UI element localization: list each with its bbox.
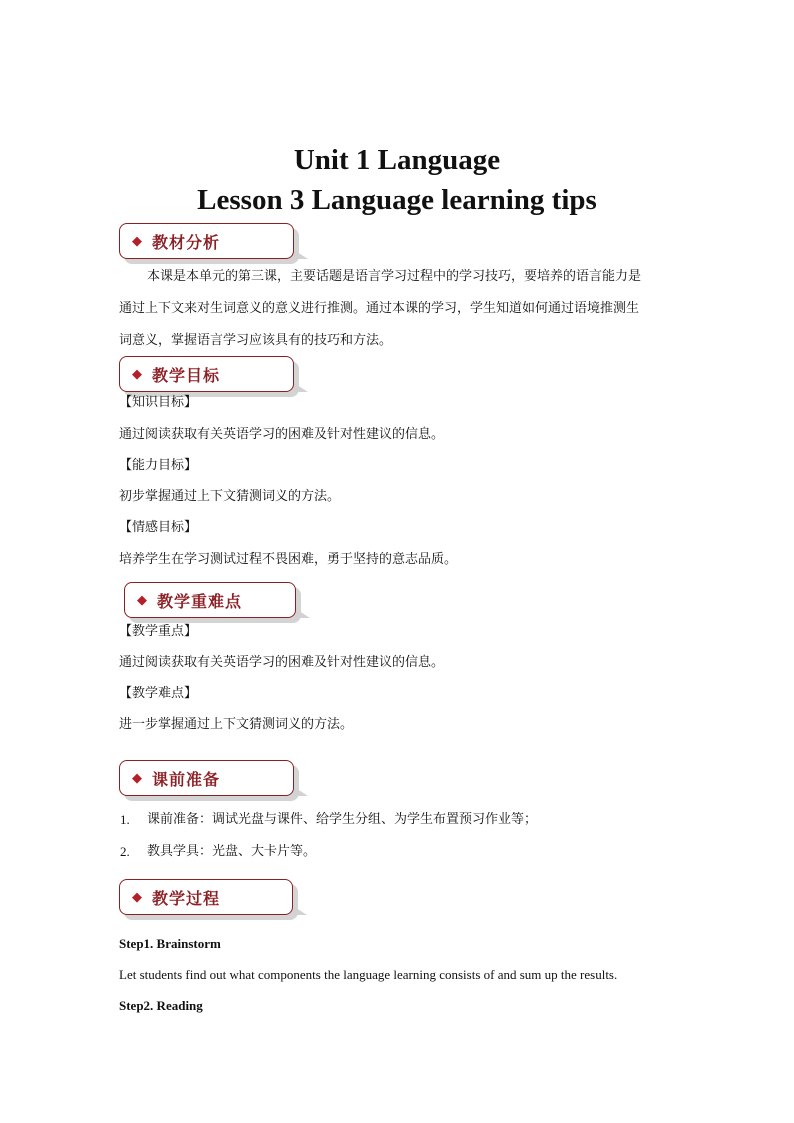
section-header-process [119, 879, 293, 915]
diamond-bullet-icon: ◆ [132, 770, 142, 786]
section-label: 教学目标 [152, 365, 221, 385]
teaching-difficulty-label: 【教学难点】 [119, 686, 198, 701]
section-label: 教学重难点 [157, 591, 243, 611]
step1-title: Step1. Brainstorm [119, 936, 221, 951]
diamond-bullet-icon: ◆ [132, 889, 142, 905]
section-label: 教材分析 [152, 232, 221, 252]
header-tail-decoration [294, 787, 308, 796]
section-label: 教学过程 [152, 888, 221, 908]
ability-objective-label: 【能力目标】 [119, 458, 198, 473]
section-header-key-points [124, 582, 296, 618]
unit-title: Unit 1 Language [293, 144, 501, 176]
diamond-bullet-icon: ◆ [137, 592, 147, 608]
teaching-focus-text: 通过阅读获取有关英语学习的困难及针对性建议的信息。 [119, 655, 445, 670]
header-tail-decoration [294, 383, 308, 392]
preparation-item-2: 教具学具：光盘、大卡片等。 [147, 844, 317, 859]
section-header-analysis [119, 223, 294, 259]
header-tail-decoration [296, 609, 310, 618]
preparation-item-1: 课前准备：调试光盘与课件、给学生分组、为学生布置预习作业等； [147, 812, 538, 827]
knowledge-objective-text: 通过阅读获取有关英语学习的困难及针对性建议的信息。 [119, 427, 445, 442]
lesson-title: Lesson 3 Language learning tips [197, 184, 597, 216]
teaching-difficulty-text: 进一步掌握通过上下文猜测词义的方法。 [119, 717, 354, 732]
knowledge-objective-label: 【知识目标】 [119, 395, 198, 410]
ability-objective-text: 初步掌握通过上下文猜测词义的方法。 [119, 489, 341, 504]
header-tail-decoration [293, 906, 307, 915]
diamond-bullet-icon: ◆ [132, 233, 142, 249]
analysis-line-3: 词意义，掌握语言学习应该具有的技巧和方法。 [119, 333, 393, 348]
section-header-objectives [119, 356, 294, 392]
list-item-number: 1. [120, 812, 130, 827]
header-tail-decoration [294, 250, 308, 259]
emotion-objective-text: 培养学生在学习测试过程不畏困难，勇于坚持的意志品质。 [119, 552, 458, 567]
step1-text: Let students find out what components the language learning consists of and sum up the results. [119, 967, 618, 982]
analysis-line-1: 本课是本单元的第三课，主要话题是语言学习过程中的学习技巧，要培养的语言能力是 [147, 269, 642, 284]
emotion-objective-label: 【情感目标】 [119, 520, 198, 535]
diamond-bullet-icon: ◆ [132, 366, 142, 382]
analysis-line-2: 通过上下文来对生词意义的意义进行推测。通过本课的学习，学生知道如何通过语境推测生 [119, 301, 640, 316]
list-item-number: 2. [120, 844, 130, 859]
step2-title: Step2. Reading [119, 998, 203, 1013]
teaching-focus-label: 【教学重点】 [119, 624, 198, 639]
section-header-preparation [119, 760, 294, 796]
section-label: 课前准备 [152, 769, 221, 789]
